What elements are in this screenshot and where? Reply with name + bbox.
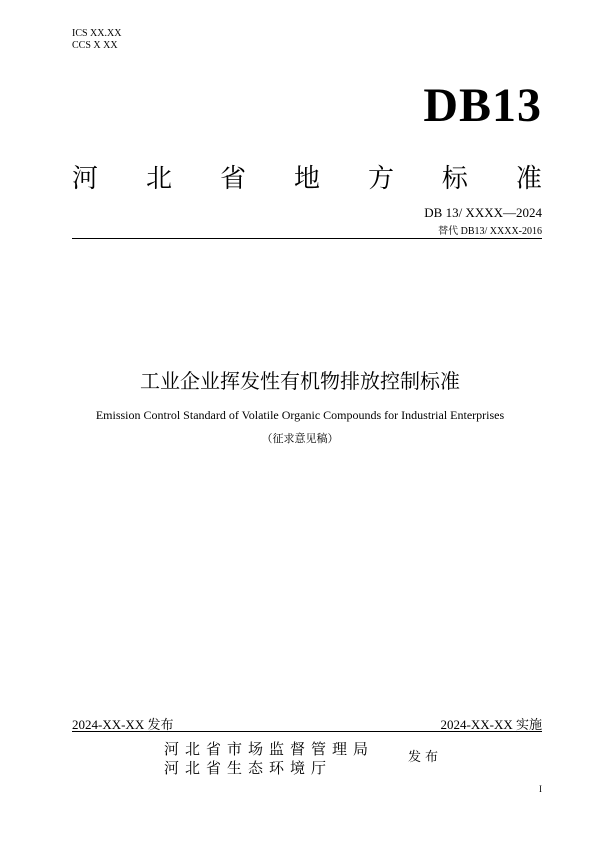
document-title-english: Emission Control Standard of Volatile Organic Compounds for Industrial Enterprises bbox=[95, 408, 505, 422]
standard-type-char: 北 bbox=[145, 164, 172, 194]
standard-type-char: 地 bbox=[293, 164, 320, 194]
standard-number: DB 13/ XXXX—2024 bbox=[424, 205, 542, 220]
standard-type-char: 河 bbox=[72, 164, 99, 194]
replaces-standard: 替代 DB13/ XXXX-2016 bbox=[438, 226, 542, 237]
page-number: I bbox=[539, 784, 542, 794]
ccs-code: CCS X XX bbox=[72, 40, 118, 51]
standard-type-char: 省 bbox=[219, 164, 246, 194]
ics-code: ICS XX.XX bbox=[72, 28, 122, 39]
issue-date: 2024-XX-XX 发布 bbox=[72, 717, 174, 732]
standard-type-char: 准 bbox=[515, 164, 542, 194]
standard-type-char: 标 bbox=[441, 164, 468, 194]
header-divider bbox=[72, 238, 542, 239]
document-title-chinese: 工业企业挥发性有机物排放控制标准 bbox=[140, 369, 460, 393]
draft-note: （征求意见稿） bbox=[261, 432, 339, 445]
issuer-ecology-environment: 河北省生态环境厅 bbox=[164, 759, 333, 777]
publish-label: 发布 bbox=[408, 750, 443, 765]
classification-codes bbox=[72, 28, 121, 52]
standard-type-char: 方 bbox=[367, 164, 394, 194]
implement-date: 2024-XX-XX 实施 bbox=[440, 717, 542, 732]
footer-divider bbox=[72, 731, 542, 732]
db-code: DB13 bbox=[423, 79, 542, 132]
issuer-market-regulation: 河北省市场监督管理局 bbox=[164, 740, 375, 758]
standard-type bbox=[72, 158, 542, 195]
